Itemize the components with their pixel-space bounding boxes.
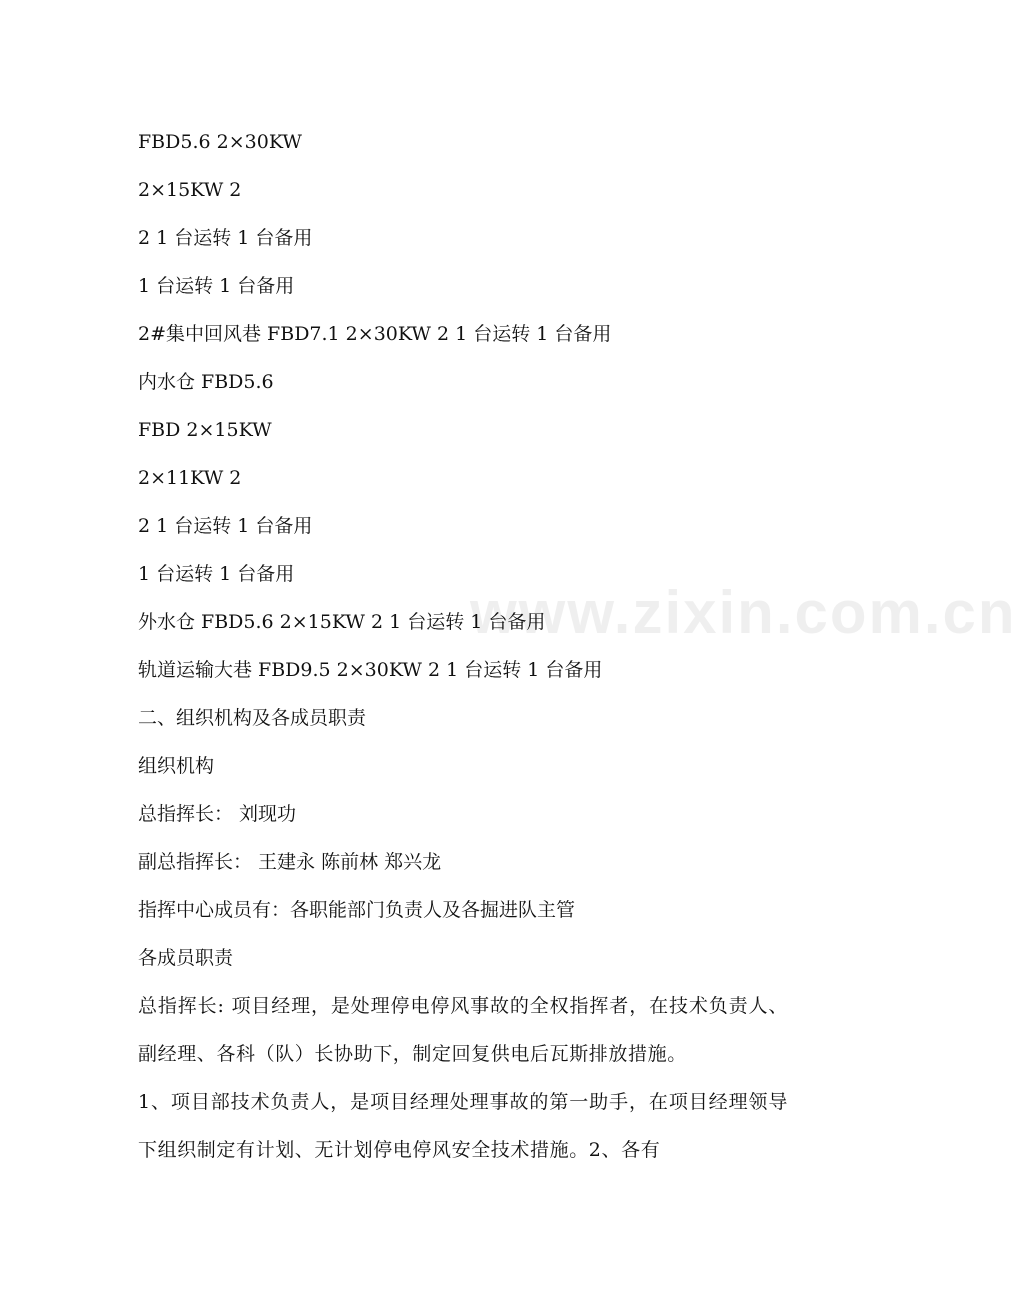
text-line: 1 台运转 1 台备用	[138, 563, 295, 585]
text-line: 2 1 台运转 1 台备用	[138, 227, 313, 249]
text-line: 外水仓 FBD5.6 2×15KW 2 1 台运转 1 台备用	[138, 611, 546, 633]
text-line: 轨道运输大巷 FBD9.5 2×30KW 2 1 台运转 1 台备用	[138, 659, 603, 681]
text-line: 副总指挥长： 王建永 陈前林 郑兴龙	[138, 851, 442, 873]
text-line: 2×11KW 2	[138, 467, 242, 489]
text-line: 2#集中回风巷 FBD7.1 2×30KW 2 1 台运转 1 台备用	[138, 323, 612, 345]
text-line: FBD5.6 2×30KW	[138, 131, 302, 153]
text-line: 1 台运转 1 台备用	[138, 275, 295, 297]
subsection-heading: 各成员职责	[138, 947, 234, 969]
text-line: 总指挥长： 刘现功	[138, 803, 297, 825]
text-line: 内水仓 FBD5.6	[138, 371, 274, 393]
document-body	[138, 118, 788, 1174]
body-paragraph: 总指挥长: 项目经理，是处理停电停风事故的全权指挥者，在技术负责人、副经理、各科（队）长协助下，制定回复供电后瓦斯排放措施。	[138, 995, 788, 1065]
watermark: www.zixin.com.cn	[470, 579, 1017, 646]
text-line: FBD 2×15KW	[138, 419, 272, 441]
body-paragraph: 1、项目部技术负责人，是项目经理处理事故的第一助手，在项目经理领导下组织制定有计划、无计划停电停风安全技术措施。2、各有	[138, 1091, 788, 1161]
text-line: 指挥中心成员有：各职能部门负责人及各掘进队主管	[138, 899, 576, 921]
subsection-heading: 组织机构	[138, 755, 215, 777]
text-line: 2×15KW 2	[138, 179, 242, 201]
text-line: 2 1 台运转 1 台备用	[138, 515, 313, 537]
section-heading: 二、组织机构及各成员职责	[138, 707, 367, 729]
